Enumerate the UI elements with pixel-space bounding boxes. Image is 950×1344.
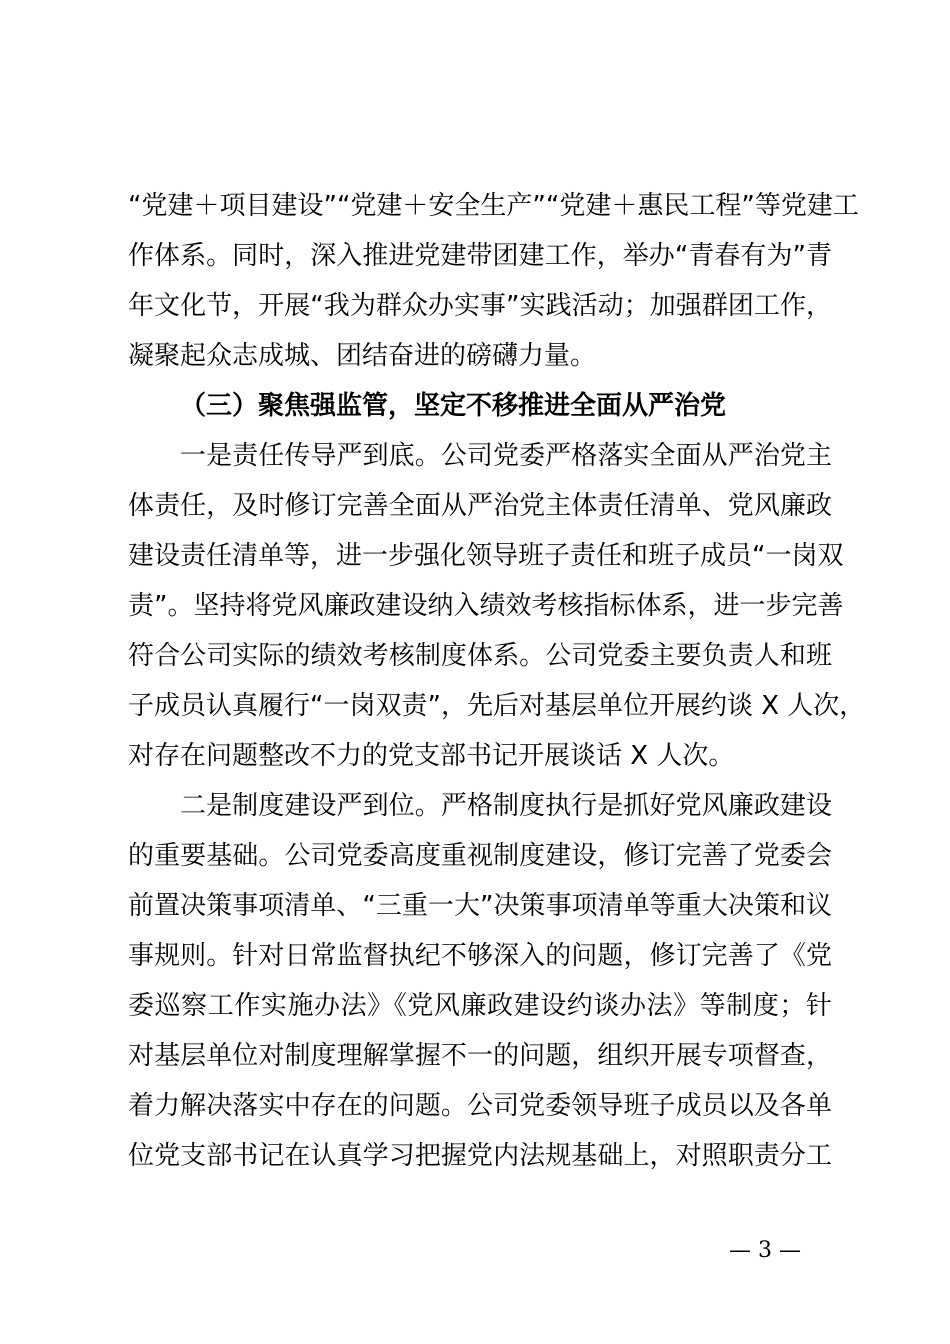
para2-line-5: 符合公司实际的绩效考核制度体系。公司党委主要负责人和班 (128, 641, 832, 671)
para3-line-5: 委巡察工作实施办法》《党风廉政建设约谈办法》等制度；针 (128, 991, 832, 1021)
para1-line-4: 凝聚起众志成城、团结奋进的磅礴力量。 (128, 341, 597, 371)
para2-line-4: 责”。坚持将党风廉政建设纳入绩效考核指标体系，进一步完善 (128, 591, 844, 621)
section-heading-3: （三）聚焦强监管，坚定不移推进全面从严治党 (180, 391, 727, 421)
para1-line-3: 年文化节，开展“我为群众办实事”实践活动；加强群团工作， (128, 291, 832, 321)
para3-line-6: 对基层单位对制度理解掌握不一的问题，组织开展专项督查， (128, 1041, 832, 1071)
para3-line-3: 前置决策事项清单、“三重一大”决策事项清单等重大决策和议 (128, 891, 832, 921)
para2-line-6: 子成员认真履行“一岗双责”，先后对基层单位开展约谈 X 人次， (128, 691, 866, 721)
page-number: — 3 — (729, 1238, 801, 1263)
para2-line-3: 建设责任清单等，进一步强化领导班子责任和班子成员“一岗双 (128, 541, 844, 571)
para2-line-1: 一是责任传导严到底。公司党委严格落实全面从严治党主 (180, 441, 832, 471)
para3-line-1: 二是制度建设严到位。严格制度执行是抓好党风廉政建设 (180, 791, 832, 821)
para2-line-2: 体责任，及时修订完善全面从严治党主体责任清单、党风廉政 (128, 491, 832, 521)
para1-line-1: “党建＋项目建设”“党建＋安全生产”“党建＋惠民工程”等党建工 (128, 191, 859, 221)
para3-line-2: 的重要基础。公司党委高度重视制度建设，修订完善了党委会 (128, 841, 832, 871)
para3-line-4: 事规则。针对日常监督执纪不够深入的问题，修订完善了《党 (128, 941, 832, 971)
para1-line-2: 作体系。同时，深入推进党建带团建工作，举办“青春有为”青 (128, 241, 832, 271)
para3-line-8: 位党支部书记在认真学习把握党内法规基础上，对照职责分工 (128, 1141, 832, 1171)
para3-line-7: 着力解决落实中存在的问题。公司党委领导班子成员以及各单 (128, 1091, 832, 1121)
para2-line-7: 对存在问题整改不力的党支部书记开展谈话 X 人次。 (128, 741, 735, 771)
